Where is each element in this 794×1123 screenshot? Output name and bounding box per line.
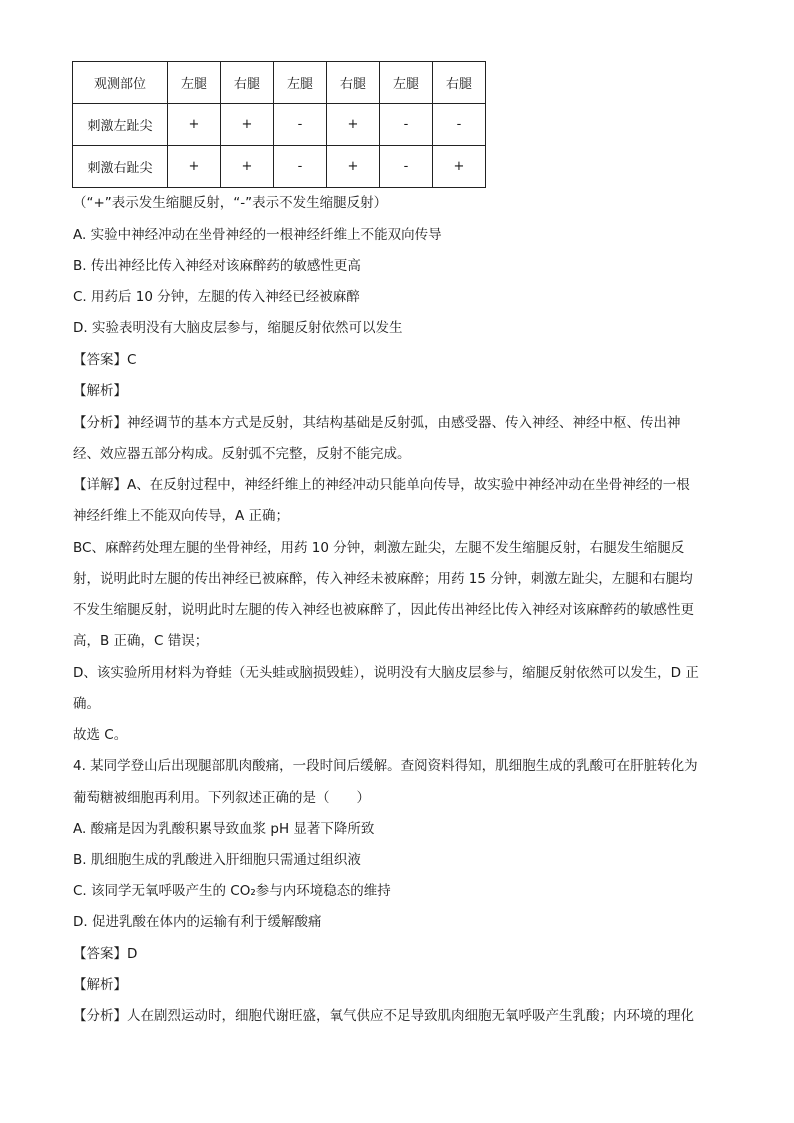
analysis-text: 经、效应器五部分构成。反射弧不完整，反射不能完成。 [73, 446, 411, 462]
table-legend: （“+”表示发生缩腿反射，“-”表示不发生缩腿反射） [73, 195, 388, 211]
option-b: B. 传出神经比传入神经对该麻醉药的敏感性更高 [73, 258, 361, 274]
table-cell: - [274, 146, 327, 188]
analysis-heading: 【解析】 [73, 383, 127, 399]
option-a: A. 酸痛是因为乳酸积累导致血浆 pH 显著下降所致 [73, 821, 375, 837]
table-header-cell: 左腿 [168, 62, 221, 104]
table-header-row [73, 62, 486, 104]
option-c: C. 用药后 10 分钟，左腿的传入神经已经被麻醉 [73, 289, 360, 305]
question-4-stem: 葡萄糖被细胞再利用。下列叙述正确的是（ ） [73, 790, 370, 806]
table-cell: + [221, 146, 274, 188]
observation-table [72, 61, 486, 188]
table-cell: 刺激左趾尖 [73, 104, 168, 146]
analysis-text: 【分析】神经调节的基本方式是反射，其结构基础是反射弧，由感受器、传入神经、神经中枢、传出神 [73, 415, 681, 431]
detail-text: 高，B 正确，C 错误； [73, 633, 209, 649]
option-d: D. 实验表明没有大脑皮层参与，缩腿反射依然可以发生 [73, 320, 403, 336]
analysis-heading: 【解析】 [73, 977, 127, 993]
table-cell: + [221, 104, 274, 146]
table-header-cell: 右腿 [221, 62, 274, 104]
answer-label: 【答案】D [73, 946, 138, 962]
table-cell: + [168, 104, 221, 146]
option-b: B. 肌细胞生成的乳酸进入肝细胞只需通过组织液 [73, 852, 361, 868]
detail-text: 神经纤维上不能双向传导，A 正确； [73, 508, 290, 524]
analysis-text: 【分析】人在剧烈运动时，细胞代谢旺盛，氧气供应不足导致肌肉细胞无氧呼吸产生乳酸；内环境的理化 [73, 1008, 694, 1024]
table-header-cell: 右腿 [327, 62, 380, 104]
table-row [73, 146, 486, 188]
question-4-stem: 4. 某同学登山后出现腿部肌肉酸痛，一段时间后缓解。查阅资料得知，肌细胞生成的乳酸可在肝脏转化为 [73, 758, 698, 774]
detail-text: 射，说明此时左腿的传出神经已被麻醉，传入神经未被麻醉；用药 15 分钟，刺激左趾尖，左腿和右腿均 [73, 571, 693, 587]
table-cell: + [433, 146, 486, 188]
table-cell: 刺激右趾尖 [73, 146, 168, 188]
option-c: C. 该同学无氧呼吸产生的 CO₂参与内环境稳态的维持 [73, 883, 391, 899]
table-header-cell: 左腿 [380, 62, 433, 104]
table-cell: - [380, 146, 433, 188]
table-header-cell: 观测部位 [73, 62, 168, 104]
table-cell: + [168, 146, 221, 188]
table-cell: - [380, 104, 433, 146]
table-cell: + [327, 146, 380, 188]
detail-text: 确。 [73, 696, 100, 712]
detail-text: BC、麻醉药处理左腿的坐骨神经，用药 10 分钟，刺激左趾尖，左腿不发生缩腿反射，右腿发生缩腿反 [73, 540, 685, 556]
detail-text: 不发生缩腿反射，说明此时左腿的传入神经也被麻醉了，因此传出神经比传入神经对该麻醉药的敏感性更 [73, 602, 694, 618]
detail-text: 【详解】A、在反射过程中，神经纤维上的神经冲动只能单向传导，故实验中神经冲动在坐骨神经的一根 [73, 477, 690, 493]
choice-conclusion: 故选 C。 [73, 727, 128, 743]
table-header-cell: 右腿 [433, 62, 486, 104]
detail-text: D、该实验所用材料为脊蛙（无头蛙或脑损毁蛙），说明没有大脑皮层参与，缩腿反射依然可以发生，D 正 [73, 665, 699, 681]
table-cell: - [433, 104, 486, 146]
option-a: A. 实验中神经冲动在坐骨神经的一根神经纤维上不能双向传导 [73, 227, 442, 243]
answer-label: 【答案】C [73, 352, 137, 368]
table-cell: - [274, 104, 327, 146]
table-header-cell: 左腿 [274, 62, 327, 104]
option-d: D. 促进乳酸在体内的运输有利于缓解酸痛 [73, 914, 322, 930]
table-row [73, 104, 486, 146]
table-cell: + [327, 104, 380, 146]
